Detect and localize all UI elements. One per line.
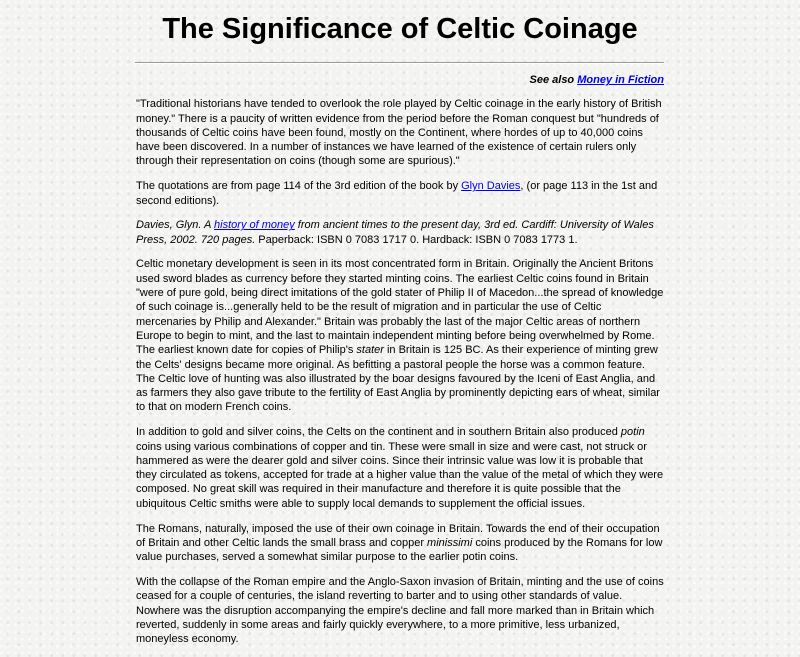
article-body (136, 73, 664, 657)
roman-text-2: coins produced by the Romans for low value purchases, served a somewhat similar purpose to the earlier potin coins. (136, 536, 663, 564)
paragraph-roman-collapse: With the collapse of the Roman empire and the Anglo-Saxon invasion of Britain, minting and the use of coins ceased for a couple of centuries, the island reverting to barter and to using other standards of value. Nowhere was the disruption accompanying the empire's decline and fall more marked than in Britain which reverted, suddenly in some areas and fairly quickly everywhere, to a more primitive, less urbanized, moneyless economy. (136, 575, 664, 646)
title-divider (135, 62, 664, 64)
citation-isbn: Paperback: ISBN 0 7083 1717 0. Hardback: ISBN 0 7083 1773 1. (255, 233, 578, 246)
paragraph-citation (136, 218, 664, 247)
celtic-dev-text-2: in Britain is 125 BC. As their experience of minting grew the Celts' designs became more original. As befitting a pastoral people the horse was a common feature. The Celtic love of hunting was also illustrated by the boar designs favoured by the Iceni of East Anglia, and as farmers they also gave tribute to the fertility of East Anglia by prominently depicting ears of wheat, similar to that on modern French coins. (136, 344, 660, 414)
paragraph-celtic-monetary-development (136, 257, 664, 414)
stater-term: stater (356, 344, 384, 357)
glyn-davies-link[interactable]: Glyn Davies (461, 180, 521, 193)
potin-text-2: coins using various combinations of copper and tin. These were small in size and were cast, not struck or hammered as were the dearer gold and silver coins. Since their intrinsic value was low it is probable that they circulated as tokens, accepted for trade at a higher value than the value of the metal of which they were composed. No great skill was required in their manufacture and therefore it is quite possible that the ubiquitous Celtic smiths were able to supply local demands to supplement the official issues. (136, 440, 664, 510)
page-title: The Significance of Celtic Coinage (162, 13, 638, 45)
paragraph-source (136, 179, 664, 208)
source-text-before: The quotations are from page 114 of the 3rd edition of the book by (136, 180, 462, 193)
paragraph-roman-coinage (136, 522, 664, 565)
source-text-after: , (or page 113 in the 1st and second editions). (136, 180, 658, 207)
roman-text-1: The Romans, naturally, imposed the use of their own coinage in Britain. Towards the end of their occupation of Britain and other Celtic lands the small brass and copper (136, 522, 660, 549)
money-in-fiction-link[interactable]: Money in Fiction (577, 74, 664, 86)
see-also (136, 73, 664, 87)
celtic-dev-text-1: Celtic monetary development is seen in its most concentrated form in Britain. Originally the Ancient Britons used sword blades as currency before they started minting coins. The earliest Celtic coins found in Britain "were of pure gold, being direct imitations of the gold stater of Philip II of Macedon...the spread of knowledge of such coinage is...generally held to be the result of migration and in particular the use of Celtic mercenaries by Philip and Alexander." Britain was probably the last of the major Celtic areas of northern Europe to begin to mint, and the last to maintain independent minting before being overwhelmed by Rome. The earliest known date for copies of Philip's (136, 258, 664, 357)
paragraph-intro-quote: "Traditional historians have tended to overlook the role played by Celtic coinage in the early history of British money." There is a paucity of written evidence from the period before the Roman conquest but "hundreds of thousands of Celtic coins have been found, mostly on the Continent, where hordes of up to 40,000 coins have been discovered. In a number of instances we have learned of the existence of certain rulers only through their representation on coins (though some are spurious)." (136, 98, 662, 168)
see-also-label: See also (529, 74, 578, 86)
potin-text-1: In addition to gold and silver coins, the Celts on the continent and in southern Britain also produced (136, 426, 621, 439)
citation-details: from ancient times to the present day, 3rd ed. Cardiff: University of Wales Press, 2002. 720 pages. (136, 219, 654, 246)
paragraph-potin-coins (136, 425, 664, 511)
minissimi-term: minissimi (427, 536, 473, 549)
citation-author: Davies, Glyn. A (136, 219, 215, 232)
history-of-money-link[interactable]: history of money (214, 219, 295, 232)
potin-term: potin (620, 426, 645, 439)
